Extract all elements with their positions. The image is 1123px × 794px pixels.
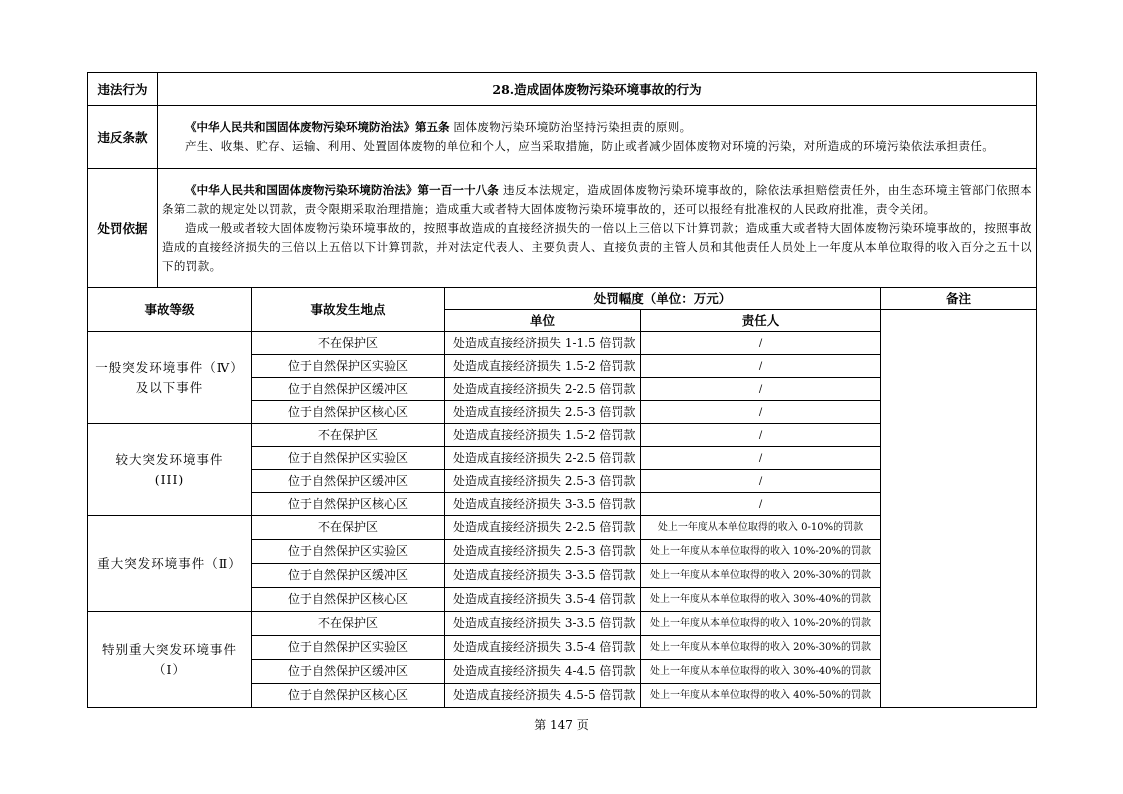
person-penalty-cell: 处上一年度从本单位取得的收入 20%-30%的罚款 xyxy=(641,564,881,588)
basis-content xyxy=(158,169,1037,288)
grade-line-1: 一般突发环境事件（Ⅳ） xyxy=(95,359,244,375)
header-person: 责任人 xyxy=(641,310,881,332)
grade-line-2: 及以下事件 xyxy=(135,379,204,395)
grade-line-2: （Ⅰ） xyxy=(153,661,186,677)
header-penalty: 处罚幅度（单位：万元） xyxy=(445,288,881,310)
person-penalty-cell: / xyxy=(641,401,881,424)
location-cell: 位于自然保护区缓冲区 xyxy=(252,564,445,588)
clause-content xyxy=(158,106,1037,169)
grade-cell xyxy=(88,424,252,516)
location-cell: 位于自然保护区核心区 xyxy=(252,588,445,612)
clause-label: 违反条款 xyxy=(88,106,158,169)
person-penalty-cell: / xyxy=(641,378,881,401)
location-cell: 不在保护区 xyxy=(252,332,445,355)
violation-title: 28.造成固体废物污染环境事故的行为 xyxy=(158,73,1037,106)
location-cell: 不在保护区 xyxy=(252,516,445,540)
person-penalty-cell: 处上一年度从本单位取得的收入 30%-40%的罚款 xyxy=(641,588,881,612)
unit-penalty-cell: 处造成直接经济损失 2-2.5 倍罚款 xyxy=(445,447,641,470)
unit-penalty-cell: 处造成直接经济损失 1.5-2 倍罚款 xyxy=(445,424,641,447)
person-penalty-cell: 处上一年度从本单位取得的收入 10%-20%的罚款 xyxy=(641,540,881,564)
grade-line-1: 重大突发环境事件（Ⅱ） xyxy=(97,555,242,571)
basis-text-1: 违反本法规定，造成固体废物污染环境事故的，除依法承担赔偿责任外，由生态环境主管部门依照本条第二款的规定处以罚款，责令限期采取治理措施；造成重大或者特大固体废物污染环境事故的，还可以报经有批准权的人民政府批准，责令关闭。 xyxy=(162,182,1033,216)
clause-text-1: 固体废物污染环境防治坚持污染担责的原则。 xyxy=(449,120,692,134)
location-cell: 位于自然保护区核心区 xyxy=(252,401,445,424)
basis-label: 处罚依据 xyxy=(88,169,158,288)
clause-text-2: 产生、收集、贮存、运输、利用、处置固体废物的单位和个人，应当采取措施，防止或者减少固体废物对环境的污染，对所造成的环境污染依法承担责任。 xyxy=(185,139,995,153)
header-unit: 单位 xyxy=(445,310,641,332)
location-cell: 位于自然保护区核心区 xyxy=(252,493,445,516)
unit-penalty-cell: 处造成直接经济损失 3-3.5 倍罚款 xyxy=(445,564,641,588)
unit-penalty-cell: 处造成直接经济损失 2.5-3 倍罚款 xyxy=(445,401,641,424)
location-cell: 位于自然保护区核心区 xyxy=(252,684,445,708)
person-penalty-cell: 处上一年度从本单位取得的收入 20%-30%的罚款 xyxy=(641,636,881,660)
unit-penalty-cell: 处造成直接经济损失 3.5-4 倍罚款 xyxy=(445,636,641,660)
person-penalty-cell: 处上一年度从本单位取得的收入 0-10%的罚款 xyxy=(641,516,881,540)
header-location: 事故发生地点 xyxy=(252,288,445,332)
basis-text-2: 造成一般或者较大固体废物污染环境事故的，按照事故造成的直接经济损失的一倍以上三倍以下计算罚款；造成重大或者特大固体废物污染环境事故的，按照事故造成的直接经济损失的三倍以上五倍以下计算罚款，并对法定代表人、主要负责人、直接负责的主管人员和其他责任人员处上一年度从本单位取得的收入百分之五十以下的罚款。 xyxy=(162,220,1033,273)
location-cell: 不在保护区 xyxy=(252,424,445,447)
violation-label: 违法行为 xyxy=(88,73,158,106)
unit-penalty-cell: 处造成直接经济损失 4-4.5 倍罚款 xyxy=(445,660,641,684)
location-cell: 位于自然保护区实验区 xyxy=(252,447,445,470)
unit-penalty-cell: 处造成直接经济损失 2-2.5 倍罚款 xyxy=(445,378,641,401)
person-penalty-cell: / xyxy=(641,332,881,355)
header-grade: 事故等级 xyxy=(88,288,252,332)
page-number: 第 147 页 xyxy=(534,718,589,732)
location-cell: 位于自然保护区缓冲区 xyxy=(252,660,445,684)
person-penalty-cell: 处上一年度从本单位取得的收入 10%-20%的罚款 xyxy=(641,612,881,636)
person-penalty-cell: / xyxy=(641,355,881,378)
clause-law-ref: 《中华人民共和国固体废物污染环境防治法》第五条 xyxy=(185,120,450,134)
basis-law-ref: 《中华人民共和国固体废物污染环境防治法》第一百一十八条 xyxy=(185,182,499,197)
person-penalty-cell: / xyxy=(641,424,881,447)
location-cell: 位于自然保护区实验区 xyxy=(252,355,445,378)
document-sheet xyxy=(87,72,1036,708)
person-penalty-cell: 处上一年度从本单位取得的收入 40%-50%的罚款 xyxy=(641,684,881,708)
person-penalty-cell: / xyxy=(641,493,881,516)
location-cell: 位于自然保护区缓冲区 xyxy=(252,378,445,401)
unit-penalty-cell: 处造成直接经济损失 2-2.5 倍罚款 xyxy=(445,516,641,540)
person-penalty-cell: 处上一年度从本单位取得的收入 30%-40%的罚款 xyxy=(641,660,881,684)
remark-cell xyxy=(881,310,1037,708)
grade-line-1: 较大突发环境事件 xyxy=(115,451,224,467)
location-cell: 位于自然保护区实验区 xyxy=(252,540,445,564)
grade-cell xyxy=(88,612,252,708)
unit-penalty-cell: 处造成直接经济损失 1.5-2 倍罚款 xyxy=(445,355,641,378)
person-penalty-cell: / xyxy=(641,447,881,470)
header-remark: 备注 xyxy=(881,288,1037,310)
unit-penalty-cell: 处造成直接经济损失 3-3.5 倍罚款 xyxy=(445,612,641,636)
grade-line-1: 特别重大突发环境事件 xyxy=(101,641,237,657)
grade-cell xyxy=(88,516,252,612)
unit-penalty-cell: 处造成直接经济损失 2.5-3 倍罚款 xyxy=(445,470,641,493)
grade-line-2: (III) xyxy=(154,471,185,487)
unit-penalty-cell: 处造成直接经济损失 3-3.5 倍罚款 xyxy=(445,493,641,516)
grade-cell xyxy=(88,332,252,424)
unit-penalty-cell: 处造成直接经济损失 4.5-5 倍罚款 xyxy=(445,684,641,708)
location-cell: 位于自然保护区缓冲区 xyxy=(252,470,445,493)
person-penalty-cell: / xyxy=(641,470,881,493)
location-cell: 不在保护区 xyxy=(252,612,445,636)
location-cell: 位于自然保护区实验区 xyxy=(252,636,445,660)
unit-penalty-cell: 处造成直接经济损失 2.5-3 倍罚款 xyxy=(445,540,641,564)
unit-penalty-cell: 处造成直接经济损失 3.5-4 倍罚款 xyxy=(445,588,641,612)
penalty-table xyxy=(87,72,1037,708)
unit-penalty-cell: 处造成直接经济损失 1-1.5 倍罚款 xyxy=(445,332,641,355)
